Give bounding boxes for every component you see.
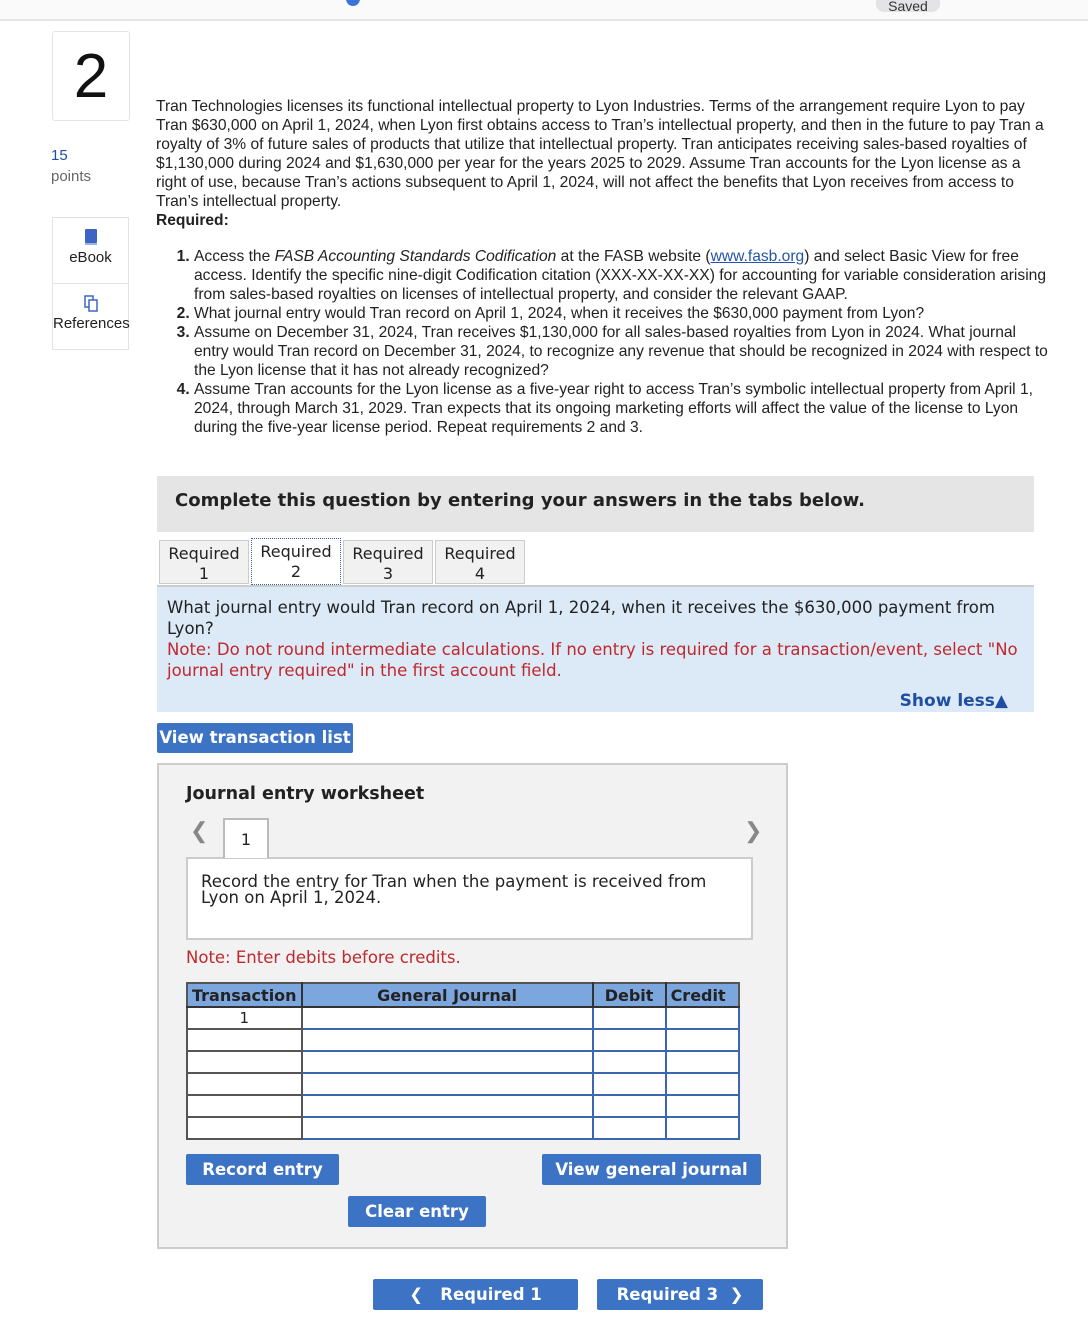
credit-input[interactable]: [666, 1029, 739, 1051]
tab-required-1[interactable]: Required 1: [159, 540, 249, 584]
transaction-cell: 1: [187, 1007, 302, 1029]
journal-row: [187, 1073, 739, 1095]
journal-row: [187, 1117, 739, 1139]
chevron-right-icon: ❯: [718, 1285, 744, 1304]
journal-row: [187, 1095, 739, 1117]
points-value: 15: [51, 147, 68, 164]
credit-input[interactable]: [666, 1073, 739, 1095]
credit-input[interactable]: [666, 1051, 739, 1073]
journal-row: [187, 1051, 739, 1073]
journal-table: [186, 982, 740, 1140]
view-general-journal-button[interactable]: View general journal: [542, 1154, 761, 1185]
account-input[interactable]: [302, 1073, 593, 1095]
tab-required-3[interactable]: Required 3: [343, 540, 433, 584]
tab-required-4[interactable]: Required 4: [435, 540, 525, 584]
requirement-3: 3. Assume on December 31, 2024, Tran receives $1,130,000 for all sales-based royalties from Lyon in 2024. What journal entry would Tran record on December 31, 2024, to recognize any revenue that should be recognized in 2024 with respect to the Lyon license that it has not already recognized?: [194, 323, 1048, 380]
chevron-right-icon[interactable]: ❯: [744, 818, 763, 843]
problem-statement: [156, 97, 1048, 437]
tab-note: Note: Do not round intermediate calculations. If no entry is required for a transaction/event, select "No journal entry required" in the first account field.: [167, 640, 1018, 680]
required-label: Required:: [156, 212, 229, 229]
tab-question-panel: [157, 587, 1034, 712]
account-input[interactable]: [302, 1007, 593, 1029]
saved-status: Saved: [876, 0, 940, 12]
transaction-cell: [187, 1117, 302, 1139]
account-input[interactable]: [302, 1095, 593, 1117]
show-less-link[interactable]: Show less▲: [899, 691, 1008, 711]
transaction-cell: [187, 1051, 302, 1073]
account-input[interactable]: [302, 1051, 593, 1073]
next-required-button[interactable]: Required 3 ❯: [597, 1279, 763, 1310]
transaction-cell: [187, 1029, 302, 1051]
fasb-link[interactable]: www.fasb.org: [710, 248, 805, 265]
requirements-list: [156, 247, 1048, 437]
debit-input[interactable]: [593, 1029, 666, 1051]
transaction-cell: [187, 1073, 302, 1095]
references-label: References: [53, 315, 130, 332]
references-button[interactable]: [52, 283, 129, 350]
tab-question: What journal entry would Tran record on April 1, 2024, when it receives the $630,000 payment from Lyon?: [167, 598, 995, 638]
requirement-4: 4. Assume Tran accounts for the Lyon license as a five-year right to access Tran’s symbolic intellectual property from April 1, 2024, through March 31, 2029. Tran expects that its ongoing marketing efforts will affect the value of the license to Lyon during the five-year license period. Repeat requirements 2 and 3.: [194, 380, 1048, 437]
debit-input[interactable]: [593, 1095, 666, 1117]
copy-icon: [84, 295, 98, 312]
chevron-left-icon[interactable]: ❮: [190, 818, 209, 843]
debit-input[interactable]: [593, 1117, 666, 1139]
ebook-label: eBook: [69, 249, 112, 266]
entry-description: Record the entry for Tran when the payment is received from Lyon on April 1, 2024.: [186, 857, 753, 940]
prev-required-button[interactable]: ❮ Required 1: [373, 1279, 578, 1310]
chevron-left-icon: ❮: [409, 1285, 441, 1304]
entry-page-number[interactable]: 1: [223, 818, 269, 858]
requirement-tabs: [159, 540, 527, 585]
tab-required-2[interactable]: Required 2: [251, 538, 341, 585]
debit-input[interactable]: [593, 1073, 666, 1095]
col-transaction: Transaction: [187, 983, 302, 1007]
debits-note: Note: Enter debits before credits.: [186, 948, 461, 967]
col-debit: Debit: [593, 983, 666, 1007]
worksheet-title: Journal entry worksheet: [186, 784, 425, 804]
transaction-cell: [187, 1095, 302, 1117]
debit-input[interactable]: [593, 1051, 666, 1073]
problem-text: Tran Technologies licenses its functional intellectual property to Lyon Industries. Terms of the arrangement require Lyon to pay Tran $630,000 on April 1, 2024, when Lyon first obtains access to Tran’s intellectual property, and then in the future to pay Tran a royalty of 3% of future sales of products that utilize that intellectual property. Tran anticipates receiving sales-based royalties of $1,130,000 during 2024 and $1,630,000 per year for the years 2025 to 2029. Assume Tran accounts for the Lyon license as a right of use, because Tran’s actions subsequent to April 1, 2024, will not affect the benefits that Lyon receives from access to Tran’s intellectual property.: [156, 98, 1044, 210]
ebook-button[interactable]: [52, 217, 129, 284]
requirement-1: 1. Access the FASB Accounting Standards Codification at the FASB website (www.fasb.org) and select Basic View for free access. Identify the specific nine-digit Codification citation (XXX-XX-XX-XX) for accounting for variable consideration arising from sales-based royalties on licenses of intellectual property, and consider the relevant GAAP.: [194, 247, 1048, 304]
account-input[interactable]: [302, 1029, 593, 1051]
instruction-banner: Complete this question by entering your answers in the tabs below.: [157, 476, 1034, 532]
col-credit: Credit: [666, 983, 739, 1007]
record-entry-button[interactable]: Record entry: [186, 1154, 339, 1185]
account-input[interactable]: [302, 1117, 593, 1139]
journal-row: [187, 1007, 739, 1029]
credit-input[interactable]: [666, 1117, 739, 1139]
points-label: points: [51, 168, 92, 185]
credit-input[interactable]: [666, 1095, 739, 1117]
question-number: 2: [52, 31, 130, 121]
book-icon: [84, 229, 98, 246]
clear-entry-button[interactable]: Clear entry: [348, 1196, 486, 1227]
credit-input[interactable]: [666, 1007, 739, 1029]
debit-input[interactable]: [593, 1007, 666, 1029]
journal-row: [187, 1029, 739, 1051]
view-transaction-list-button[interactable]: View transaction list: [157, 723, 353, 753]
col-general-journal: General Journal: [302, 983, 593, 1007]
requirement-2: 2. What journal entry would Tran record on April 1, 2024, when it receives the $630,000 payment from Lyon?: [194, 304, 1048, 323]
